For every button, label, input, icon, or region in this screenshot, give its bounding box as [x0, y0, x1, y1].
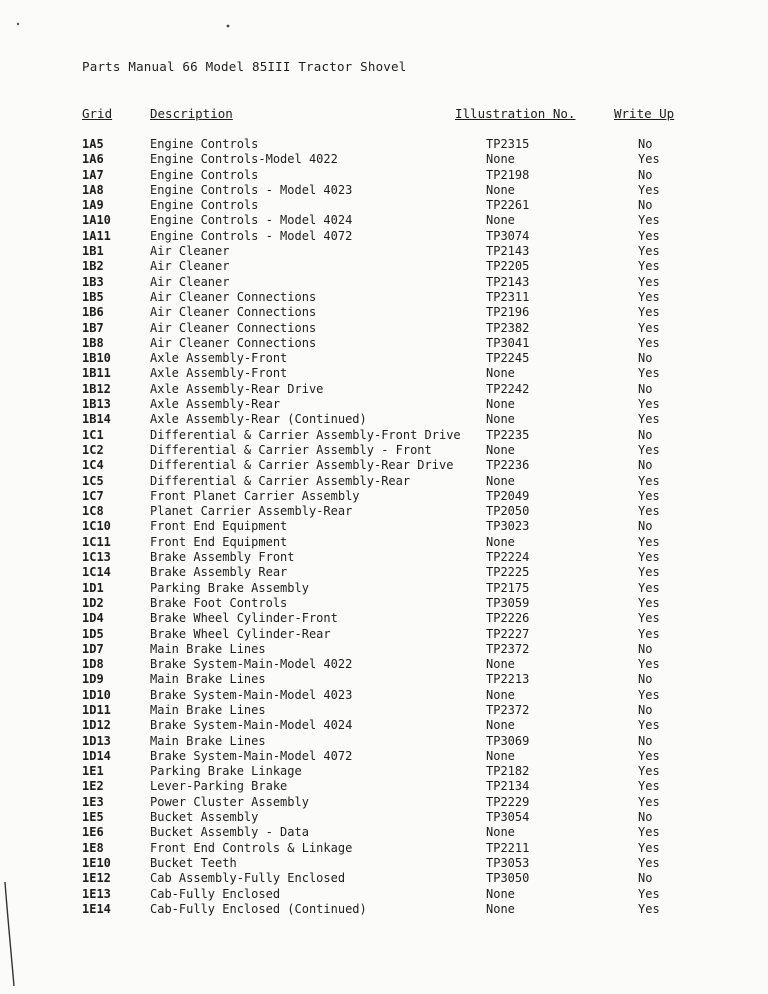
write-up-cell: Yes: [638, 397, 660, 412]
grid-cell: 1A8: [82, 182, 104, 197]
grid-cell: 1D11: [82, 702, 111, 717]
illustration-cell: TP2049: [486, 488, 530, 503]
write-up-cell: Yes: [638, 764, 660, 779]
illustration-cell: TP3069: [486, 733, 530, 748]
description-cell: Planet Carrier Assembly-Rear: [150, 504, 353, 519]
write-up-cell: Yes: [638, 687, 660, 702]
illustration-cell: TP2225: [486, 565, 530, 580]
description-cell: Cab-Fully Enclosed: [150, 886, 281, 901]
table-row: [0, 749, 768, 764]
illustration-cell: TP3053: [486, 855, 530, 870]
write-up-cell: Yes: [638, 504, 660, 519]
grid-cell: 1E13: [82, 886, 111, 901]
illustration-cell: TP2198: [486, 167, 530, 182]
table-row: [0, 290, 768, 305]
table-row: [0, 229, 768, 244]
grid-cell: 1C7: [82, 488, 104, 503]
write-up-cell: Yes: [638, 595, 660, 610]
description-cell: Axle Assembly-Rear: [150, 397, 281, 412]
write-up-cell: Yes: [638, 182, 660, 197]
table-row: [0, 825, 768, 840]
grid-cell: 1D2: [82, 595, 104, 610]
grid-cell: 1B12: [82, 381, 111, 396]
write-up-cell: Yes: [638, 305, 660, 320]
illustration-cell: None: [486, 442, 515, 457]
table-row: [0, 550, 768, 565]
grid-cell: 1B13: [82, 397, 111, 412]
illustration-cell: TP2235: [486, 427, 530, 442]
write-up-cell: No: [638, 519, 653, 534]
description-cell: Main Brake Lines: [150, 672, 266, 687]
write-up-cell: Yes: [638, 626, 660, 641]
grid-cell: 1A10: [82, 213, 111, 228]
illustration-cell: TP2050: [486, 504, 530, 519]
write-up-cell: Yes: [638, 152, 660, 167]
table-row: [0, 489, 768, 504]
description-cell: Front End Equipment: [150, 534, 288, 549]
illustration-cell: TP2372: [486, 641, 530, 656]
grid-cell: 1D5: [82, 626, 104, 641]
illustration-cell: TP2382: [486, 320, 530, 335]
illustration-cell: None: [486, 748, 515, 763]
table-row: [0, 519, 768, 534]
grid-cell: 1A6: [82, 152, 104, 167]
write-up-cell: Yes: [638, 488, 660, 503]
table-row: [0, 259, 768, 274]
grid-cell: 1E8: [82, 840, 104, 855]
write-up-cell: Yes: [638, 244, 660, 259]
grid-cell: 1D8: [82, 657, 104, 672]
illustration-cell: TP2143: [486, 244, 530, 259]
illustration-cell: TP2311: [486, 289, 530, 304]
grid-cell: 1E10: [82, 855, 111, 870]
grid-cell: 1C11: [82, 534, 111, 549]
illustration-cell: None: [486, 825, 515, 840]
illustration-cell: None: [486, 366, 515, 381]
table-row: [0, 642, 768, 657]
table-row: [0, 779, 768, 794]
description-cell: Air Cleaner: [150, 244, 230, 259]
table-row: [0, 366, 768, 381]
write-up-cell: Yes: [638, 550, 660, 565]
write-up-cell: Yes: [638, 412, 660, 427]
write-up-cell: Yes: [638, 320, 660, 335]
illustration-cell: TP2261: [486, 198, 530, 213]
illustration-cell: None: [486, 901, 515, 916]
description-cell: Differential & Carrier Assembly-Rear Drive: [150, 458, 454, 473]
scan-speck: [14, 20, 24, 30]
write-up-cell: Yes: [638, 366, 660, 381]
table-row: [0, 168, 768, 183]
illustration-cell: TP2143: [486, 274, 530, 289]
illustration-cell: TP2229: [486, 794, 530, 809]
description-cell: Bucket Assembly: [150, 810, 259, 825]
write-up-cell: No: [638, 381, 653, 396]
illustration-cell: TP2211: [486, 840, 530, 855]
write-up-cell: Yes: [638, 840, 660, 855]
table-row: [0, 244, 768, 259]
description-cell: Air Cleaner Connections: [150, 335, 317, 350]
illustration-cell: None: [486, 412, 515, 427]
scan-margin-line: [0, 880, 20, 990]
table-row: [0, 321, 768, 336]
description-cell: Front End Controls & Linkage: [150, 840, 353, 855]
write-up-cell: Yes: [638, 565, 660, 580]
grid-cell: 1B1: [82, 244, 104, 259]
page-title: Parts Manual 66 Model 85III Tractor Shovel: [82, 59, 407, 74]
illustration-cell: None: [486, 886, 515, 901]
table-row: [0, 198, 768, 213]
grid-cell: 1B8: [82, 335, 104, 350]
description-cell: Brake Foot Controls: [150, 595, 288, 610]
write-up-cell: Yes: [638, 901, 660, 916]
grid-cell: 1A11: [82, 228, 111, 243]
write-up-cell: Yes: [638, 825, 660, 840]
table-row: [0, 397, 768, 412]
description-cell: Front Planet Carrier Assembly: [150, 488, 360, 503]
table-row: [0, 535, 768, 550]
grid-cell: 1B7: [82, 320, 104, 335]
illustration-cell: TP2213: [486, 672, 530, 687]
table-row: [0, 902, 768, 917]
write-up-cell: Yes: [638, 580, 660, 595]
table-row: [0, 810, 768, 825]
grid-cell: 1C14: [82, 565, 111, 580]
scan-speck: [224, 22, 234, 32]
write-up-cell: Yes: [638, 289, 660, 304]
table-row: [0, 657, 768, 672]
write-up-cell: No: [638, 198, 653, 213]
description-cell: Axle Assembly-Rear Drive: [150, 381, 324, 396]
header-illustration: Illustration No.: [455, 106, 576, 121]
illustration-cell: TP3059: [486, 595, 530, 610]
illustration-cell: None: [486, 152, 515, 167]
table-row: [0, 718, 768, 733]
write-up-cell: Yes: [638, 473, 660, 488]
grid-cell: 1B6: [82, 305, 104, 320]
table-row: [0, 382, 768, 397]
table-row: [0, 565, 768, 580]
description-cell: Engine Controls - Model 4024: [150, 213, 353, 228]
illustration-cell: TP3054: [486, 810, 530, 825]
table-row: [0, 336, 768, 351]
description-cell: Bucket Teeth: [150, 855, 237, 870]
table-row: [0, 474, 768, 489]
write-up-cell: Yes: [638, 779, 660, 794]
grid-cell: 1C10: [82, 519, 111, 534]
write-up-cell: Yes: [638, 794, 660, 809]
description-cell: Main Brake Lines: [150, 733, 266, 748]
description-cell: Differential & Carrier Assembly-Front Drive: [150, 427, 461, 442]
grid-cell: 1C4: [82, 458, 104, 473]
description-cell: Cab Assembly-Fully Enclosed: [150, 871, 346, 886]
description-cell: Front End Equipment: [150, 519, 288, 534]
description-cell: Axle Assembly-Front: [150, 366, 288, 381]
illustration-cell: TP3050: [486, 871, 530, 886]
write-up-cell: Yes: [638, 335, 660, 350]
write-up-cell: Yes: [638, 748, 660, 763]
grid-cell: 1E6: [82, 825, 104, 840]
description-cell: Air Cleaner Connections: [150, 305, 317, 320]
description-cell: Lever-Parking Brake: [150, 779, 288, 794]
description-cell: Power Cluster Assembly: [150, 794, 309, 809]
write-up-cell: Yes: [638, 534, 660, 549]
grid-cell: 1D13: [82, 733, 111, 748]
description-cell: Axle Assembly-Front: [150, 351, 288, 366]
description-cell: Air Cleaner: [150, 274, 230, 289]
description-cell: Air Cleaner Connections: [150, 320, 317, 335]
description-cell: Bucket Assembly - Data: [150, 825, 309, 840]
table-row: [0, 672, 768, 687]
grid-cell: 1E5: [82, 810, 104, 825]
description-cell: Brake Wheel Cylinder-Rear: [150, 626, 331, 641]
grid-cell: 1B2: [82, 259, 104, 274]
illustration-cell: TP2205: [486, 259, 530, 274]
illustration-cell: TP2226: [486, 611, 530, 626]
write-up-cell: No: [638, 702, 653, 717]
table-row: [0, 504, 768, 519]
header-description: Description: [150, 106, 233, 121]
table-row: [0, 887, 768, 902]
table-row: [0, 871, 768, 886]
illustration-cell: TP2242: [486, 381, 530, 396]
write-up-cell: Yes: [638, 213, 660, 228]
illustration-cell: None: [486, 687, 515, 702]
write-up-cell: No: [638, 458, 653, 473]
table-row: [0, 412, 768, 427]
description-cell: Brake System-Main-Model 4022: [150, 657, 353, 672]
description-cell: Engine Controls: [150, 137, 259, 151]
write-up-cell: No: [638, 167, 653, 182]
header-write-up: Write Up: [614, 106, 675, 121]
table-row: [0, 688, 768, 703]
table-row: [0, 596, 768, 611]
grid-cell: 1C13: [82, 550, 111, 565]
description-cell: Axle Assembly-Rear (Continued): [150, 412, 367, 427]
grid-cell: 1D4: [82, 611, 104, 626]
table-row: [0, 137, 768, 152]
description-cell: Engine Controls: [150, 167, 259, 182]
write-up-cell: No: [638, 427, 653, 442]
write-up-cell: Yes: [638, 718, 660, 733]
description-cell: Parking Brake Assembly: [150, 580, 309, 595]
description-cell: Brake System-Main-Model 4023: [150, 687, 353, 702]
grid-cell: 1B11: [82, 366, 111, 381]
table-row: [0, 428, 768, 443]
grid-cell: 1D12: [82, 718, 111, 733]
illustration-cell: None: [486, 534, 515, 549]
description-cell: Engine Controls - Model 4072: [150, 228, 353, 243]
illustration-cell: None: [486, 182, 515, 197]
table-row: [0, 734, 768, 749]
illustration-cell: TP3023: [486, 519, 530, 534]
write-up-cell: Yes: [638, 442, 660, 457]
table-row: [0, 213, 768, 228]
write-up-cell: No: [638, 672, 653, 687]
write-up-cell: Yes: [638, 611, 660, 626]
description-cell: Main Brake Lines: [150, 641, 266, 656]
parts-table: [0, 137, 768, 917]
table-row: [0, 152, 768, 167]
write-up-cell: No: [638, 871, 653, 886]
illustration-cell: None: [486, 397, 515, 412]
illustration-cell: TP3074: [486, 228, 530, 243]
write-up-cell: Yes: [638, 228, 660, 243]
grid-cell: 1C5: [82, 473, 104, 488]
header-grid: Grid: [82, 106, 113, 121]
illustration-cell: TP2175: [486, 580, 530, 595]
table-row: [0, 795, 768, 810]
grid-cell: 1A5: [82, 137, 104, 151]
table-row: [0, 703, 768, 718]
description-cell: Engine Controls-Model 4022: [150, 152, 338, 167]
grid-cell: 1B14: [82, 412, 111, 427]
grid-cell: 1E2: [82, 779, 104, 794]
illustration-cell: None: [486, 213, 515, 228]
write-up-cell: No: [638, 641, 653, 656]
grid-cell: 1B3: [82, 274, 104, 289]
grid-cell: 1D14: [82, 748, 111, 763]
grid-cell: 1C1: [82, 427, 104, 442]
write-up-cell: No: [638, 137, 653, 151]
grid-cell: 1D10: [82, 687, 111, 702]
illustration-cell: TP2372: [486, 702, 530, 717]
grid-cell: 1C8: [82, 504, 104, 519]
illustration-cell: TP2182: [486, 764, 530, 779]
illustration-cell: TP2196: [486, 305, 530, 320]
grid-cell: 1C2: [82, 442, 104, 457]
illustration-cell: TP3041: [486, 335, 530, 350]
description-cell: Differential & Carrier Assembly-Rear: [150, 473, 411, 488]
write-up-cell: Yes: [638, 259, 660, 274]
write-up-cell: No: [638, 351, 653, 366]
grid-cell: 1E14: [82, 901, 111, 916]
description-cell: Brake Wheel Cylinder-Front: [150, 611, 338, 626]
grid-cell: 1A7: [82, 167, 104, 182]
table-row: [0, 627, 768, 642]
write-up-cell: Yes: [638, 886, 660, 901]
table-row: [0, 764, 768, 779]
write-up-cell: Yes: [638, 855, 660, 870]
description-cell: Brake Assembly Front: [150, 550, 295, 565]
grid-cell: 1E12: [82, 871, 111, 886]
grid-cell: 1D7: [82, 641, 104, 656]
description-cell: Air Cleaner Connections: [150, 289, 317, 304]
grid-cell: 1E3: [82, 794, 104, 809]
table-row: [0, 581, 768, 596]
table-row: [0, 183, 768, 198]
table-row: [0, 856, 768, 871]
grid-cell: 1D9: [82, 672, 104, 687]
illustration-cell: TP2315: [486, 137, 530, 151]
description-cell: Brake System-Main-Model 4024: [150, 718, 353, 733]
table-row: [0, 305, 768, 320]
description-cell: Engine Controls - Model 4023: [150, 182, 353, 197]
illustration-cell: None: [486, 473, 515, 488]
table-row: [0, 611, 768, 626]
illustration-cell: TP2227: [486, 626, 530, 641]
description-cell: Main Brake Lines: [150, 702, 266, 717]
description-cell: Brake Assembly Rear: [150, 565, 288, 580]
description-cell: Parking Brake Linkage: [150, 764, 302, 779]
table-row: [0, 351, 768, 366]
description-cell: Brake System-Main-Model 4072: [150, 748, 353, 763]
write-up-cell: No: [638, 810, 653, 825]
table-row: [0, 841, 768, 856]
write-up-cell: Yes: [638, 274, 660, 289]
illustration-cell: TP2236: [486, 458, 530, 473]
illustration-cell: None: [486, 657, 515, 672]
illustration-cell: TP2224: [486, 550, 530, 565]
illustration-cell: TP2245: [486, 351, 530, 366]
grid-cell: 1A9: [82, 198, 104, 213]
illustration-cell: TP2134: [486, 779, 530, 794]
illustration-cell: None: [486, 718, 515, 733]
description-cell: Air Cleaner: [150, 259, 230, 274]
grid-cell: 1B10: [82, 351, 111, 366]
description-cell: Cab-Fully Enclosed (Continued): [150, 901, 367, 916]
write-up-cell: No: [638, 733, 653, 748]
grid-cell: 1D1: [82, 580, 104, 595]
write-up-cell: Yes: [638, 657, 660, 672]
table-row: [0, 458, 768, 473]
grid-cell: 1B5: [82, 289, 104, 304]
description-cell: Differential & Carrier Assembly - Front: [150, 442, 432, 457]
description-cell: Engine Controls: [150, 198, 259, 213]
table-row: [0, 275, 768, 290]
table-row: [0, 443, 768, 458]
grid-cell: 1E1: [82, 764, 104, 779]
